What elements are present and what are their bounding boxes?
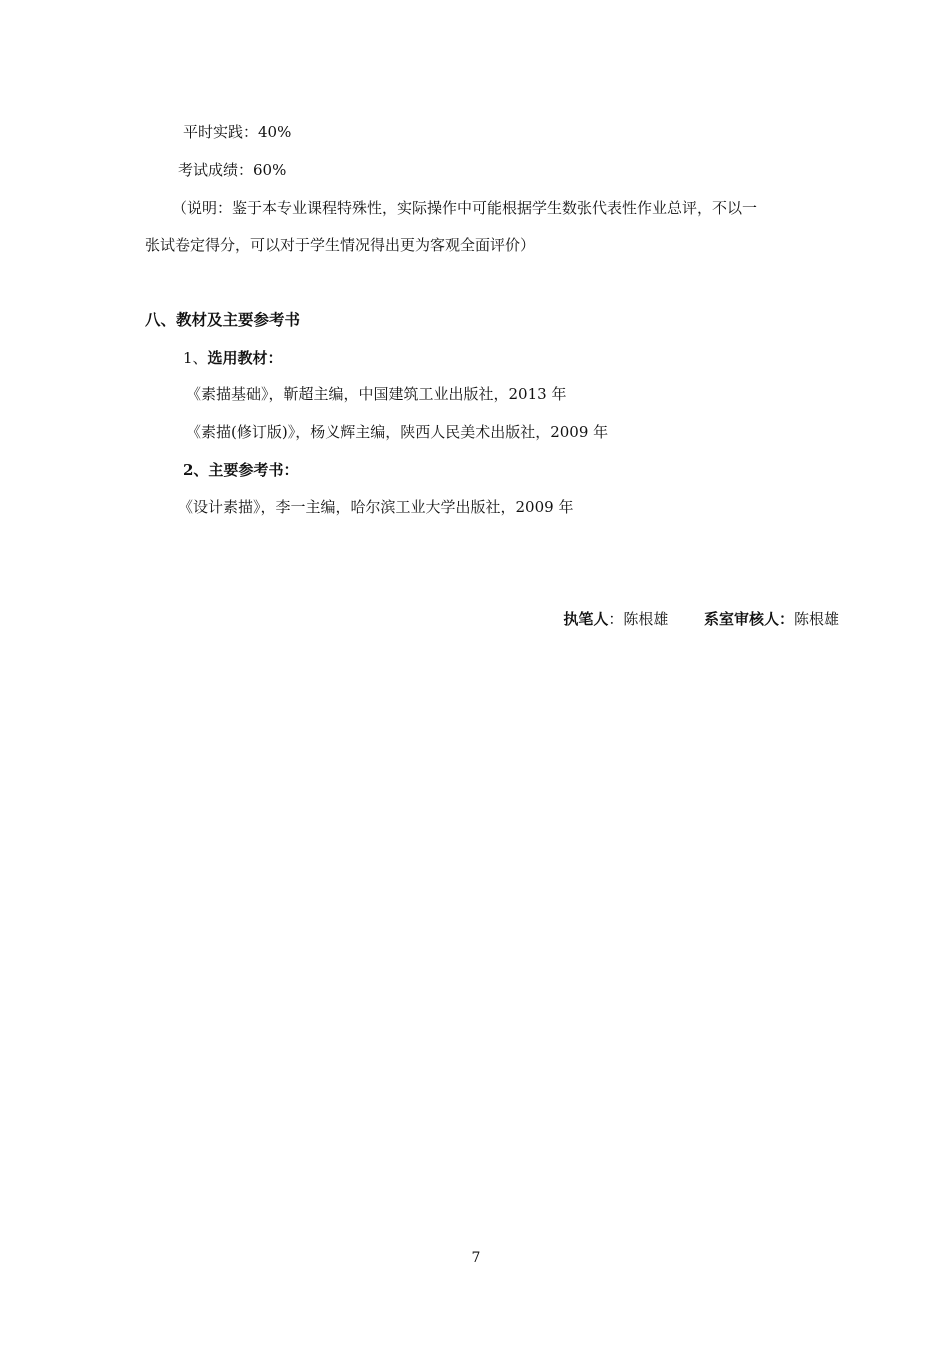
textbook-item-2: 《素描(修订版)》，杨义辉主编，陕西人民美术出版社，2009 年: [186, 423, 609, 441]
reference-item-1: 《设计素描》，李一主编，哈尔滨工业大学出版社，2009 年: [178, 498, 574, 516]
author-label: 执笔人: [563, 610, 609, 628]
section-8-heading: 八、教材及主要参考书: [145, 310, 301, 329]
subsection-references: 2、主要参考书：: [183, 461, 299, 479]
practice-score-line: 平时实践：40%: [183, 123, 292, 141]
textbook-item-1: 《素描基础》，靳超主编，中国建筑工业出版社，2013 年: [186, 385, 567, 403]
page-number: 7: [471, 1250, 481, 1266]
exam-score-line: 考试成绩：60%: [178, 161, 287, 179]
reviewer-label: 系室审核人：: [703, 610, 794, 628]
note-line-2: 张试卷定得分，可以对于学生情况得出更为客观全面评价）: [145, 236, 536, 254]
reviewer-name: 陈根雄: [793, 610, 839, 628]
subsection-textbooks-label: 选用教材：: [207, 349, 283, 367]
author-name: 陈根雄: [623, 610, 669, 628]
subsection-textbooks: [183, 348, 283, 368]
subsection-textbooks-number: 1、: [183, 349, 208, 367]
author-colon: ：: [608, 610, 624, 628]
note-line-1: （说明：鉴于本专业课程特殊性，实际操作中可能根据学生数张代表性作业总评，不以一: [172, 199, 758, 217]
signature-row: [563, 609, 839, 629]
